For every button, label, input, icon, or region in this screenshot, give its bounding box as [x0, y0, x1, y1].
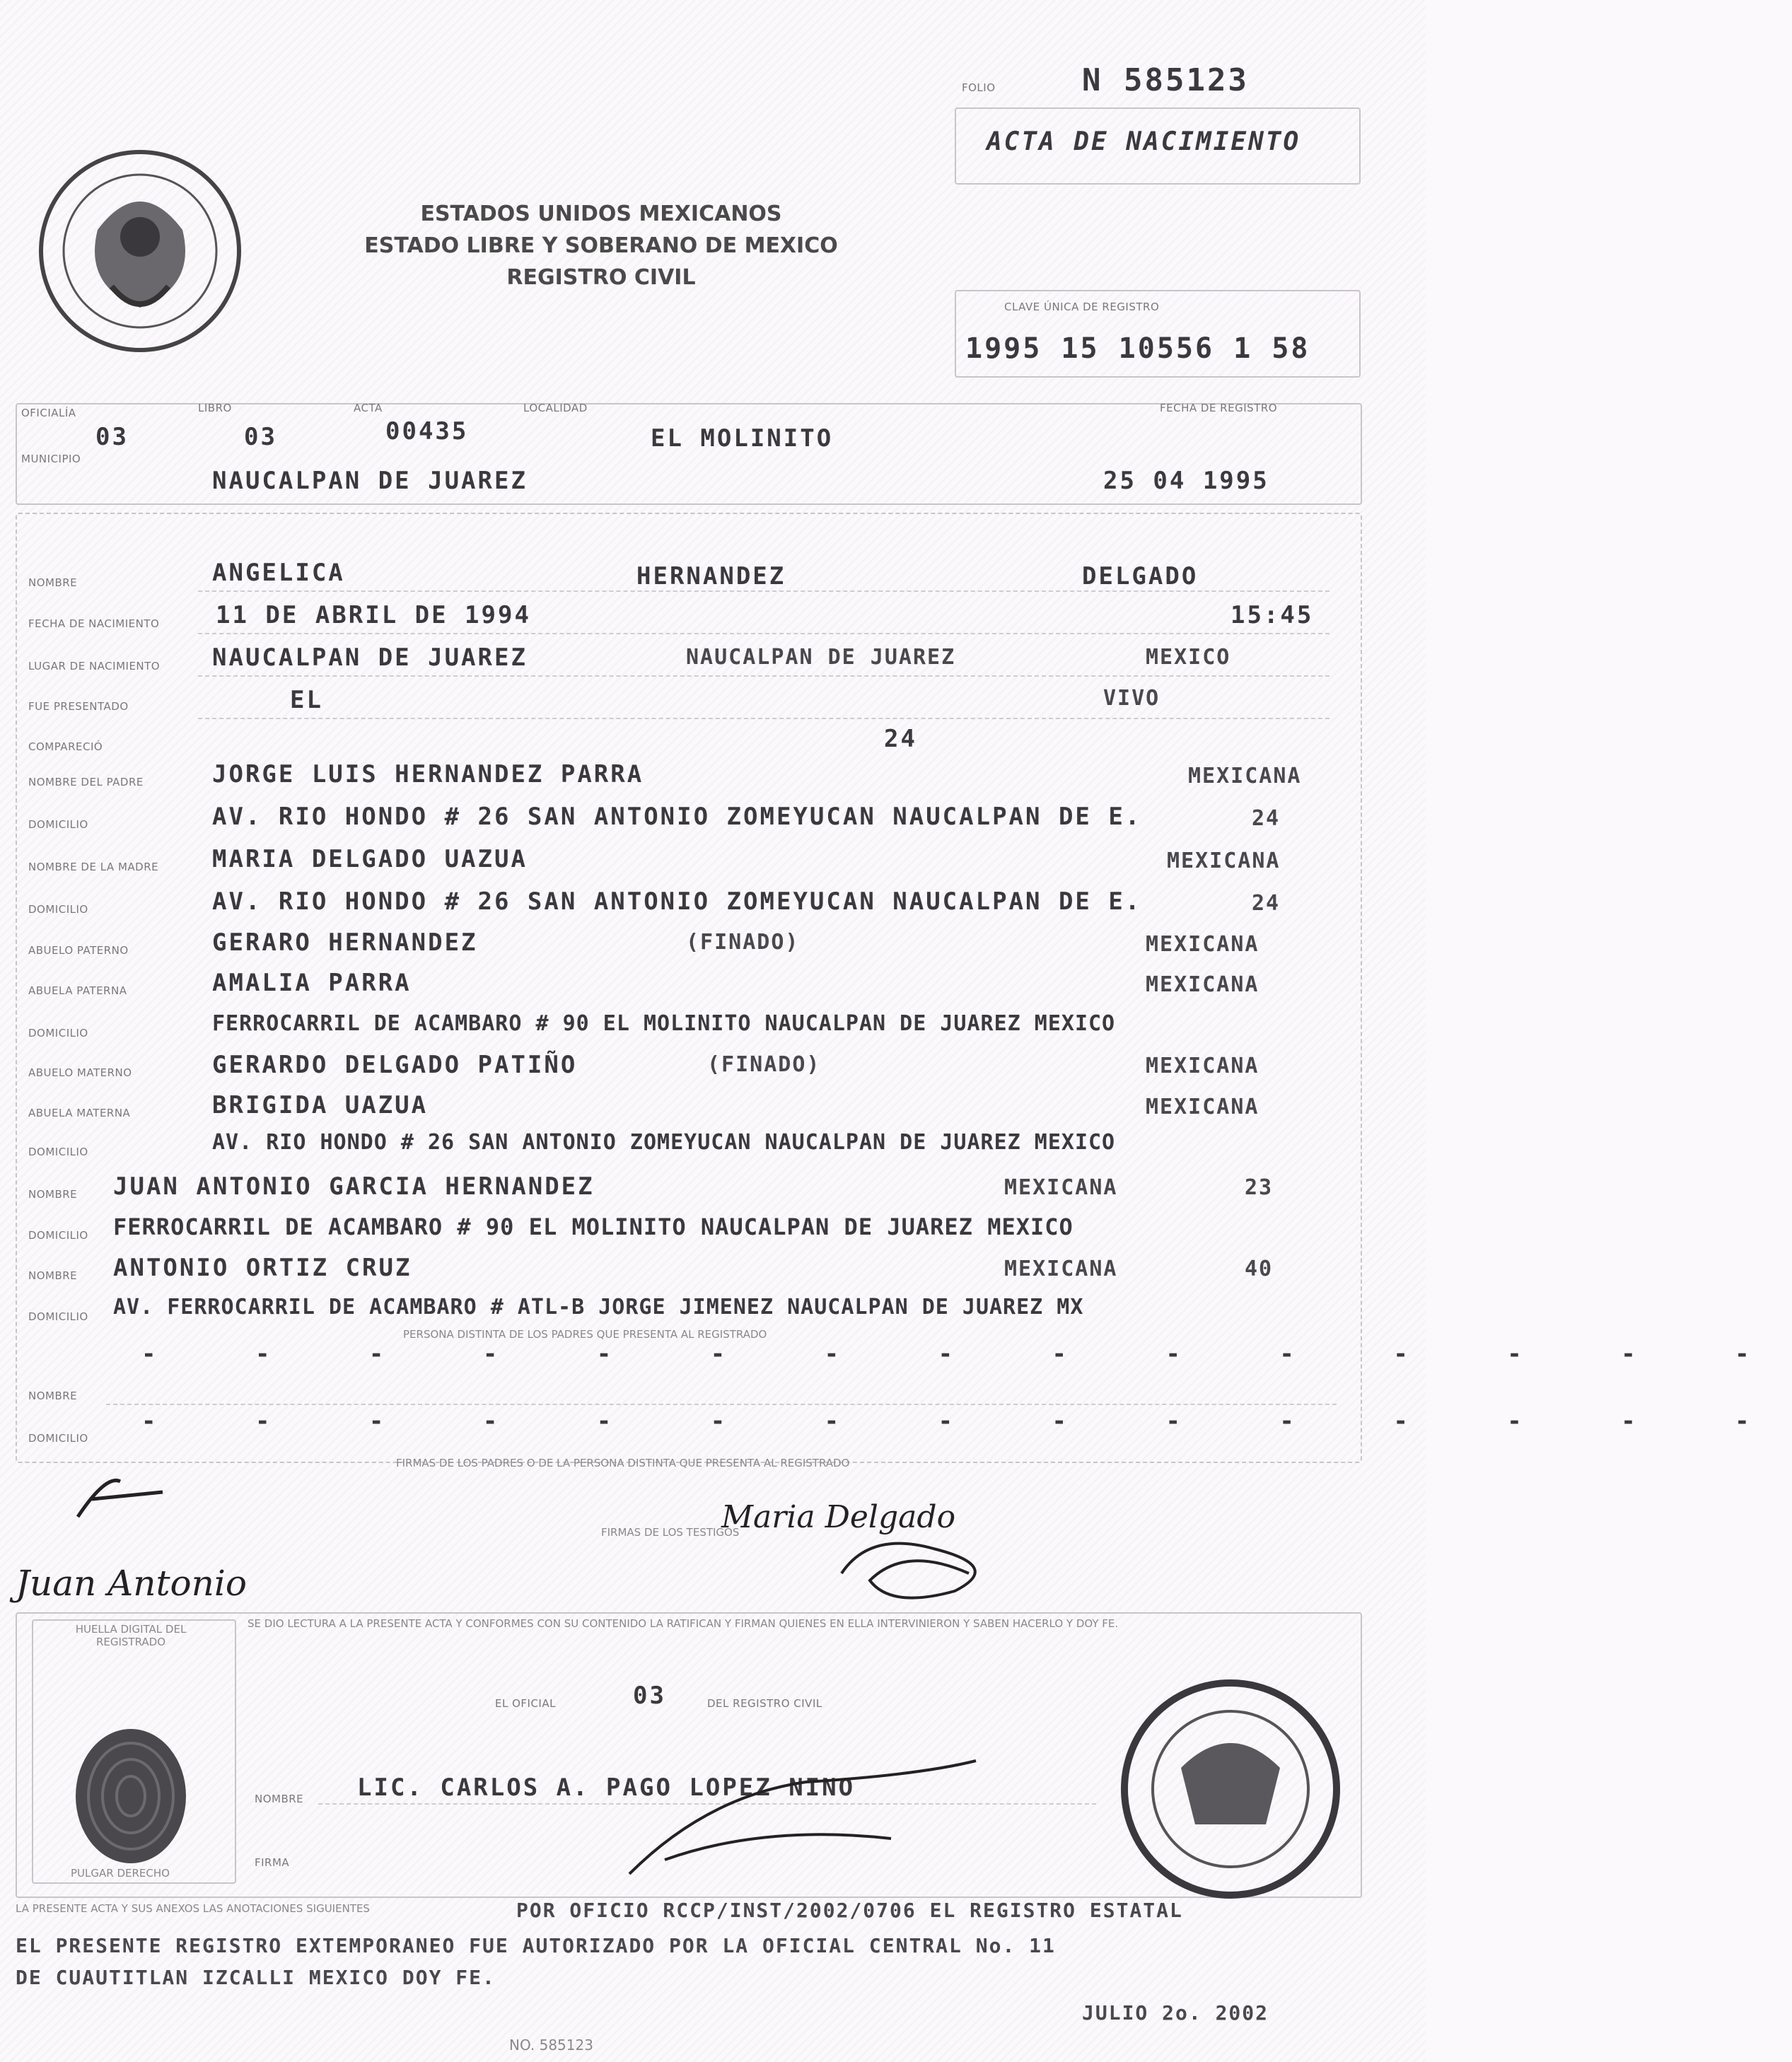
person-0-value: JORGE LUIS HERNANDEZ PARRA — [212, 760, 644, 788]
curp-label: CLAVE ÚNICA DE REGISTRO — [1004, 301, 1160, 313]
oficial-label: EL OFICIAL — [495, 1697, 556, 1710]
person-1-value: AV. RIO HONDO # 26 SAN ANTONIO ZOMEYUCAN NAUCALPAN DE E. — [212, 803, 1142, 831]
footer-line-2: EL PRESENTE REGISTRO EXTEMPORANEO FUE AUTORIZADO POR LA OFICIAL CENTRAL No. 11 — [16, 1934, 1056, 1957]
presentado-line — [198, 718, 1330, 719]
person-8-nac: MEXICANA — [1146, 1095, 1259, 1119]
fecha-nac-label: FECHA DE NACIMIENTO — [28, 617, 160, 630]
person-7-label: ABUELO MATERNO — [28, 1066, 132, 1079]
oficialia-value: 03 — [95, 423, 129, 451]
hora-value: 15:45 — [1230, 601, 1314, 629]
municipio-value: NAUCALPAN DE JUAREZ — [212, 467, 528, 495]
oficial-name: LIC. CARLOS A. PAGO LOPEZ NINO — [357, 1773, 856, 1802]
municipio-label: MUNICIPIO — [21, 453, 81, 465]
testigo-0-label: NOMBRE — [28, 1188, 78, 1201]
acta-title: ACTA DE NACIMIENTO — [987, 127, 1301, 156]
localidad-label: LOCALIDAD — [523, 402, 588, 414]
fecha-registro-label: FECHA DE REGISTRO — [1160, 402, 1278, 414]
person-7-extra: (FINADO) — [707, 1052, 821, 1077]
testigos-firmas-label: FIRMAS DE LOS TESTIGOS — [601, 1526, 740, 1539]
person-9-label: DOMICILIO — [28, 1146, 88, 1158]
header-line-2: ESTADO LIBRE Y SOBERANO DE MEXICO — [364, 233, 838, 258]
other-dash-2: - - - - - - - - - - - - - - - — [141, 1407, 1792, 1435]
other-person-title: PERSONA DISTINTA DE LOS PADRES QUE PRESENTA AL REGISTRADO — [403, 1328, 767, 1341]
testigo-3-value: AV. FERROCARRIL DE ACAMBARO # ATL-B JORGE JIMENEZ NAUCALPAN DE JUAREZ MX — [113, 1295, 1084, 1320]
person-4-label: ABUELO PATERNO — [28, 944, 129, 957]
fecha-line — [198, 633, 1330, 634]
person-0-label: NOMBRE DEL PADRE — [28, 776, 144, 788]
testigo-1-signature: Maria Delgado — [721, 1499, 956, 1535]
fecha-nac-value: 11 DE ABRIL DE 1994 — [216, 601, 531, 629]
person-9-value: AV. RIO HONDO # 26 SAN ANTONIO ZOMEYUCAN NAUCALPAN DE JUAREZ MEXICO — [212, 1130, 1116, 1155]
lugar-nac-value: NAUCALPAN DE JUAREZ — [212, 643, 528, 672]
testigo-1-label: DOMICILIO — [28, 1229, 88, 1242]
footer-line-4: JULIO 2o. 2002 — [1082, 2001, 1269, 2025]
person-8-label: ABUELA MATERNA — [28, 1107, 131, 1119]
localidad-value: EL MOLINITO — [651, 424, 834, 453]
testigo-3-label: DOMICILIO — [28, 1310, 88, 1323]
oficial-number: 03 — [633, 1682, 666, 1710]
person-5-value: AMALIA PARRA — [212, 969, 412, 997]
person-4-nac: MEXICANA — [1146, 932, 1259, 957]
lugar-nac-label: LUGAR DE NACIMIENTO — [28, 660, 161, 672]
testigo-0-edad: 23 — [1245, 1175, 1274, 1200]
oficial-nombre-label: NOMBRE — [255, 1793, 304, 1805]
other-dash-1: - - - - - - - - - - - - - - - — [141, 1340, 1792, 1368]
other-domicilio-label: DOMICILIO — [28, 1432, 88, 1445]
registro-civil-stamp — [1103, 1676, 1358, 1902]
testigo-2-signature-scribble — [827, 1531, 1011, 1609]
estado-value: MEXICO — [1146, 645, 1231, 670]
firma-label: FIRMA — [255, 1856, 290, 1869]
presentado-value: EL — [290, 686, 323, 714]
presentado-label: FUE PRESENTADO — [28, 700, 129, 713]
apellido2-value: DELGADO — [1082, 562, 1199, 590]
testigo-1-value: FERROCARRIL DE ACAMBARO # 90 EL MOLINITO NAUCALPAN DE JUAREZ MEXICO — [113, 1213, 1074, 1240]
person-7-value: GERARDO DELGADO PATIÑO — [212, 1051, 578, 1079]
oficial-signature — [622, 1754, 990, 1888]
comparecio-label: COMPARECIÓ — [28, 740, 103, 753]
mexico-coat-of-arms-seal — [34, 145, 246, 357]
nombre-value: ANGELICA — [212, 559, 345, 587]
lectura-text: SE DIO LECTURA A LA PRESENTE ACTA Y CONFORMES CON SU CONTENIDO LA RATIFICAN Y FIRMAN QUIENES EN ELLA INTERVINIERON Y SABEN HACERLO Y DOY FE. — [248, 1617, 1119, 1630]
curp-value: 1995 15 10556 1 58 — [965, 332, 1310, 365]
acta-label: ACTA — [354, 402, 383, 414]
edad-value: 24 — [884, 725, 917, 753]
lugar-nac-value-2: NAUCALPAN DE JUAREZ — [686, 645, 956, 670]
other-nombre-line — [106, 1404, 1337, 1405]
person-3-nac: 24 — [1252, 891, 1281, 916]
testigo-2-value: ANTONIO ORTIZ CRUZ — [113, 1254, 412, 1282]
footer-line-3: DE CUAUTITLAN IZCALLI MEXICO DOY FE. — [16, 1966, 496, 1989]
testigo-0-nac: MEXICANA — [1004, 1175, 1118, 1200]
lugar-line — [198, 675, 1330, 677]
person-0-nac: MEXICANA — [1188, 764, 1302, 788]
pulgar-label: PULGAR DERECHO — [71, 1867, 170, 1880]
parent-signature — [64, 1467, 177, 1524]
fingerprint-icon — [71, 1725, 191, 1867]
fecha-registro-value: 25 04 1995 — [1103, 467, 1269, 495]
nombre-line — [198, 590, 1330, 592]
testigo-signature-juan: Juan Antonio — [16, 1563, 247, 1604]
nombre-label: NOMBRE — [28, 576, 78, 589]
person-8-value: BRIGIDA UAZUA — [212, 1091, 429, 1119]
footer-bottom: NO. 585123 — [509, 2037, 593, 2054]
footer-line-1: POR OFICIO RCCP/INST/2002/0706 EL REGISTRO ESTATAL — [516, 1899, 1183, 1922]
testigo-2-edad: 40 — [1245, 1257, 1274, 1281]
person-3-value: AV. RIO HONDO # 26 SAN ANTONIO ZOMEYUCAN NAUCALPAN DE E. — [212, 887, 1142, 916]
header-line-3: REGISTRO CIVIL — [506, 265, 696, 290]
acta-value: 00435 — [385, 417, 469, 445]
person-5-label: ABUELA PATERNA — [28, 984, 127, 997]
person-5-nac: MEXICANA — [1146, 972, 1259, 997]
person-6-value: FERROCARRIL DE ACAMBARO # 90 EL MOLINITO NAUCALPAN DE JUAREZ MEXICO — [212, 1011, 1116, 1036]
person-7-nac: MEXICANA — [1146, 1054, 1259, 1078]
other-nombre-label: NOMBRE — [28, 1390, 78, 1402]
header-line-1: ESTADOS UNIDOS MEXICANOS — [420, 202, 782, 226]
vivo-value: VIVO — [1103, 686, 1160, 711]
person-3-label: DOMICILIO — [28, 903, 88, 916]
libro-value: 03 — [244, 423, 277, 451]
person-2-value: MARIA DELGADO UAZUA — [212, 845, 528, 873]
testigo-2-nac: MEXICANA — [1004, 1257, 1118, 1281]
firmas-label: FIRMAS DE LOS PADRES O DE LA PERSONA DISTINTA QUE PRESENTA AL REGISTRADO — [396, 1457, 850, 1469]
person-2-nac: MEXICANA — [1167, 849, 1281, 873]
person-4-value: GERARO HERNANDEZ — [212, 928, 478, 957]
folio-value: N 585123 — [1082, 62, 1249, 98]
person-6-label: DOMICILIO — [28, 1027, 88, 1039]
huella-label: HUELLA DIGITAL DEL REGISTRADO — [75, 1623, 187, 1648]
apellido1-value: HERNANDEZ — [636, 562, 786, 590]
person-4-extra: (FINADO) — [686, 930, 800, 955]
person-2-label: NOMBRE DE LA MADRE — [28, 861, 159, 873]
person-1-nac: 24 — [1252, 806, 1281, 831]
testigo-2-label: NOMBRE — [28, 1269, 78, 1282]
folio-label: FOLIO — [962, 81, 996, 94]
oficialia-label: OFICIALÍA — [21, 407, 76, 419]
person-1-label: DOMICILIO — [28, 818, 88, 831]
oficial-suffix: DEL REGISTRO CIVIL — [707, 1697, 822, 1710]
testigo-0-value: JUAN ANTONIO GARCIA HERNANDEZ — [113, 1172, 595, 1201]
footer-label: LA PRESENTE ACTA Y SUS ANEXOS LAS ANOTACIONES SIGUIENTES — [16, 1902, 370, 1915]
libro-label: LIBRO — [198, 402, 232, 414]
